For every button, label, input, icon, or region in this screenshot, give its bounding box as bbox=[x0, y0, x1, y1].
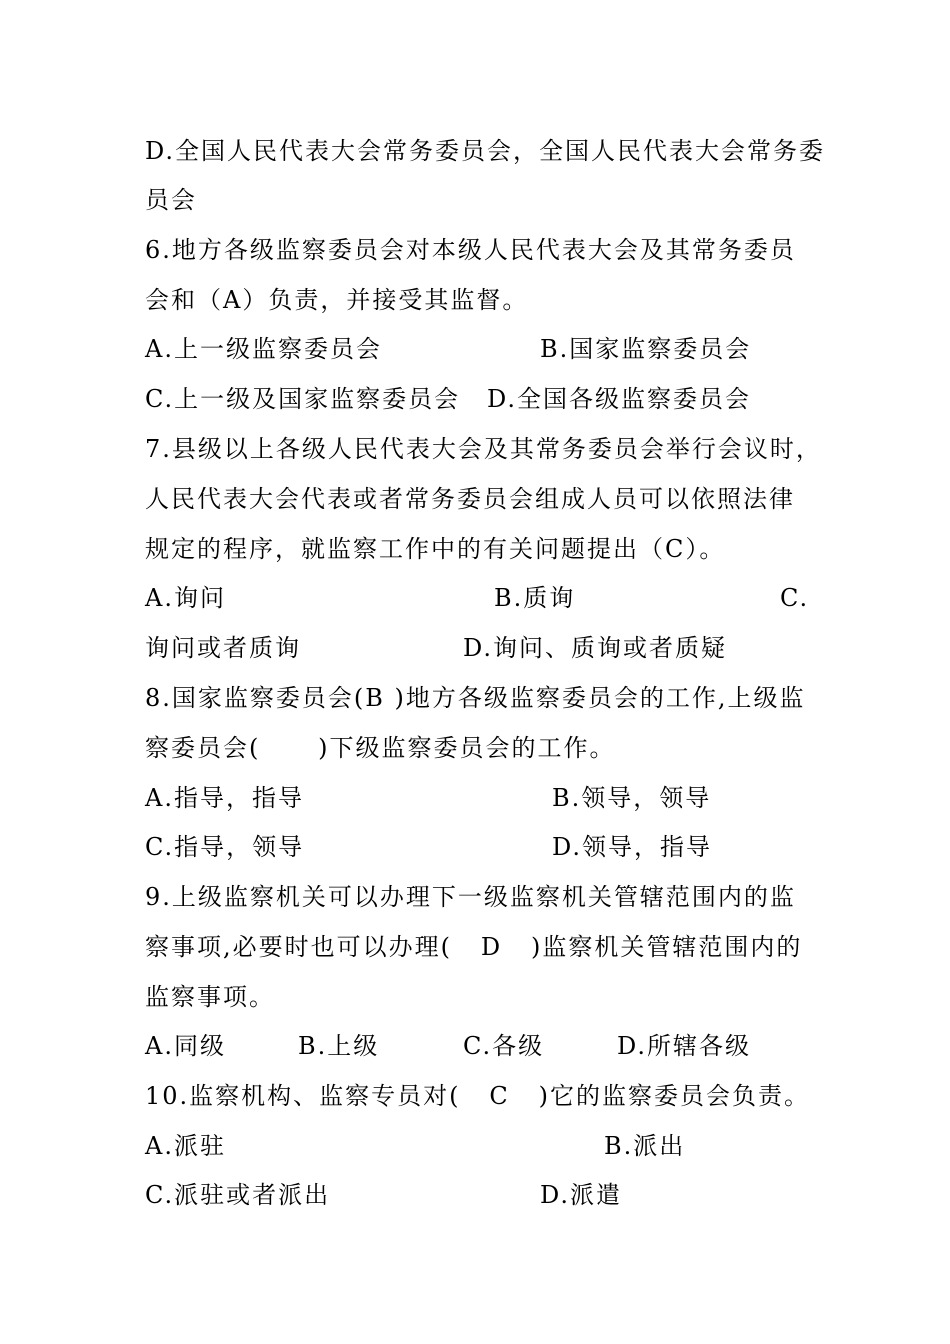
question-8-line2: 察委员会( )下级监察委员会的工作。 bbox=[145, 734, 616, 762]
question-9-line3: 监察事项。 bbox=[145, 983, 275, 1011]
q5-option-d-line2: 员会 bbox=[145, 186, 197, 214]
q8-option-a: A.指导，指导 bbox=[145, 784, 304, 812]
q10-option-c: C.派驻或者派出 bbox=[145, 1181, 331, 1209]
q7-option-b: B.质询 bbox=[494, 584, 576, 612]
q10-option-a: A.派驻 bbox=[145, 1132, 226, 1160]
q9-option-d: D.所辖各级 bbox=[617, 1032, 752, 1060]
q6-option-b: B.国家监察委员会 bbox=[540, 335, 752, 363]
q8-option-d: D.领导，指导 bbox=[552, 833, 713, 861]
q7-option-d: D.询问、质询或者质疑 bbox=[463, 634, 728, 662]
q6-option-a: A.上一级监察委员会 bbox=[145, 335, 382, 363]
question-7-line2: 人民代表大会代表或者常务委员会组成人员可以依照法律 bbox=[145, 485, 795, 513]
question-8-line1: 8.国家监察委员会(B )地方各级监察委员会的工作,上级监 bbox=[145, 684, 806, 712]
question-6-line2: 会和（A）负责，并接受其监督。 bbox=[145, 286, 529, 314]
q10-option-b: B.派出 bbox=[604, 1132, 686, 1160]
question-10-line1: 10.监察机构、监察专员对( C )它的监察委员会负责。 bbox=[145, 1082, 811, 1110]
q7-option-c-text: 询问或者质询 bbox=[145, 634, 301, 662]
q6-option-c: C.上一级及国家监察委员会 bbox=[145, 385, 461, 413]
q5-option-d-line1: D.全国人民代表大会常务委员会，全国人民代表大会常务委 bbox=[145, 137, 826, 165]
q8-option-c: C.指导，领导 bbox=[145, 833, 305, 861]
q6-option-d: D.全国各级监察委员会 bbox=[487, 385, 752, 413]
q9-option-b: B.上级 bbox=[298, 1032, 380, 1060]
question-6-line1: 6.地方各级监察委员会对本级人民代表大会及其常务委员 bbox=[145, 236, 796, 264]
q7-option-c-label: C. bbox=[780, 584, 810, 612]
question-7-line1: 7.县级以上各级人民代表大会及其常务委员会举行会议时， bbox=[145, 435, 822, 463]
question-9-line1: 9.上级监察机关可以办理下一级监察机关管辖范围内的监 bbox=[145, 883, 796, 911]
q7-option-a: A.询问 bbox=[145, 584, 226, 612]
q9-option-c: C.各级 bbox=[463, 1032, 545, 1060]
q10-option-d: D.派遣 bbox=[540, 1181, 623, 1209]
question-7-line3: 规定的程序，就监察工作中的有关问题提出（C）。 bbox=[145, 535, 726, 563]
q9-option-a: A.同级 bbox=[145, 1032, 226, 1060]
question-9-line2: 察事项,必要时也可以办理( D )监察机关管辖范围内的 bbox=[145, 933, 803, 961]
q8-option-b: B.领导，领导 bbox=[552, 784, 712, 812]
